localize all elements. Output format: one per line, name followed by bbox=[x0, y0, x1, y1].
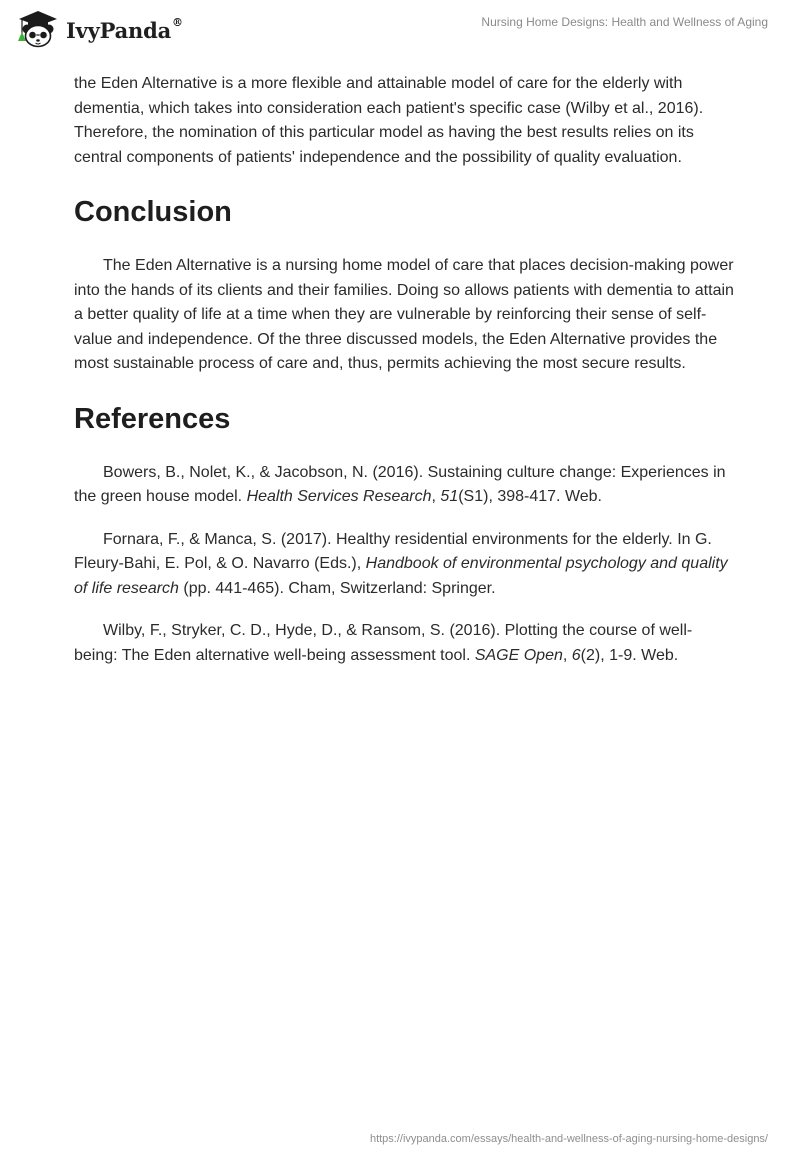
conclusion-paragraph: The Eden Alternative is a nursing home model of care that places decision-making power into the hands of its clients and their families. Doing so allows patients with dementia to attain a better quality of life at a time when they are vulnerable by reinforcing their sense of self-value and independence. Of the three discussed models, the Eden Alternative provides the most sustainable process of care and, thus, permits achieving the most secure results. bbox=[74, 257, 734, 372]
document-body bbox=[74, 72, 734, 686]
panda-graduate-icon bbox=[14, 8, 60, 48]
footer-source-link[interactable]: https://ivypanda.com/essays/health-and-wellness-of-aging-nursing-home-designs/ bbox=[369, 1133, 768, 1145]
reference-list bbox=[74, 461, 734, 669]
reference-item: Bowers, B., Nolet, K., & Jacobson, N. (2016). Sustaining culture change: Experiences in the green house model. Health Services Research, 51(S1), 398-417. Web. bbox=[74, 463, 726, 505]
intro-paragraph: the Eden Alternative is a more flexible and attainable model of care for the elderly with dementia, which takes into consideration each patient's specific case (Wilby et al., 2016). Therefore, the nomination of this particular model as having the best results relies on its central components of patients' independence and the possibility of quality evaluation. bbox=[74, 75, 704, 166]
reference-source: Handbook of environmental psychology and quality of life research bbox=[74, 555, 728, 597]
ivypanda-logo[interactable] bbox=[14, 8, 183, 48]
running-title: Nursing Home Designs: Health and Wellness of Aging bbox=[481, 15, 768, 29]
brand-name: IvyPanda® bbox=[66, 15, 183, 43]
reference-item: Wilby, F., Stryker, C. D., Hyde, D., & Ransom, S. (2016). Plotting the course of well-being: The Eden alternative well-being assessment tool. SAGE Open, 6(2), 1-9. Web. bbox=[74, 622, 693, 664]
reference-source: Health Services Research bbox=[246, 488, 432, 505]
conclusion-heading: Conclusion bbox=[74, 196, 232, 228]
reference-volume: 6 bbox=[571, 646, 581, 664]
reference-volume: 51 bbox=[440, 488, 459, 505]
page-header bbox=[0, 0, 800, 64]
references-heading: References bbox=[74, 402, 231, 435]
reference-source: SAGE Open bbox=[474, 646, 563, 664]
reference-item: Fornara, F., & Manca, S. (2017). Healthy residential environments for the elderly. In G. Fleury-Bahi, E. Pol, & O. Navarro (Eds.), Handbook of environmental psychology and quality of life research (pp. 441-465). Cham, Switzerland: Springer. bbox=[74, 530, 728, 597]
